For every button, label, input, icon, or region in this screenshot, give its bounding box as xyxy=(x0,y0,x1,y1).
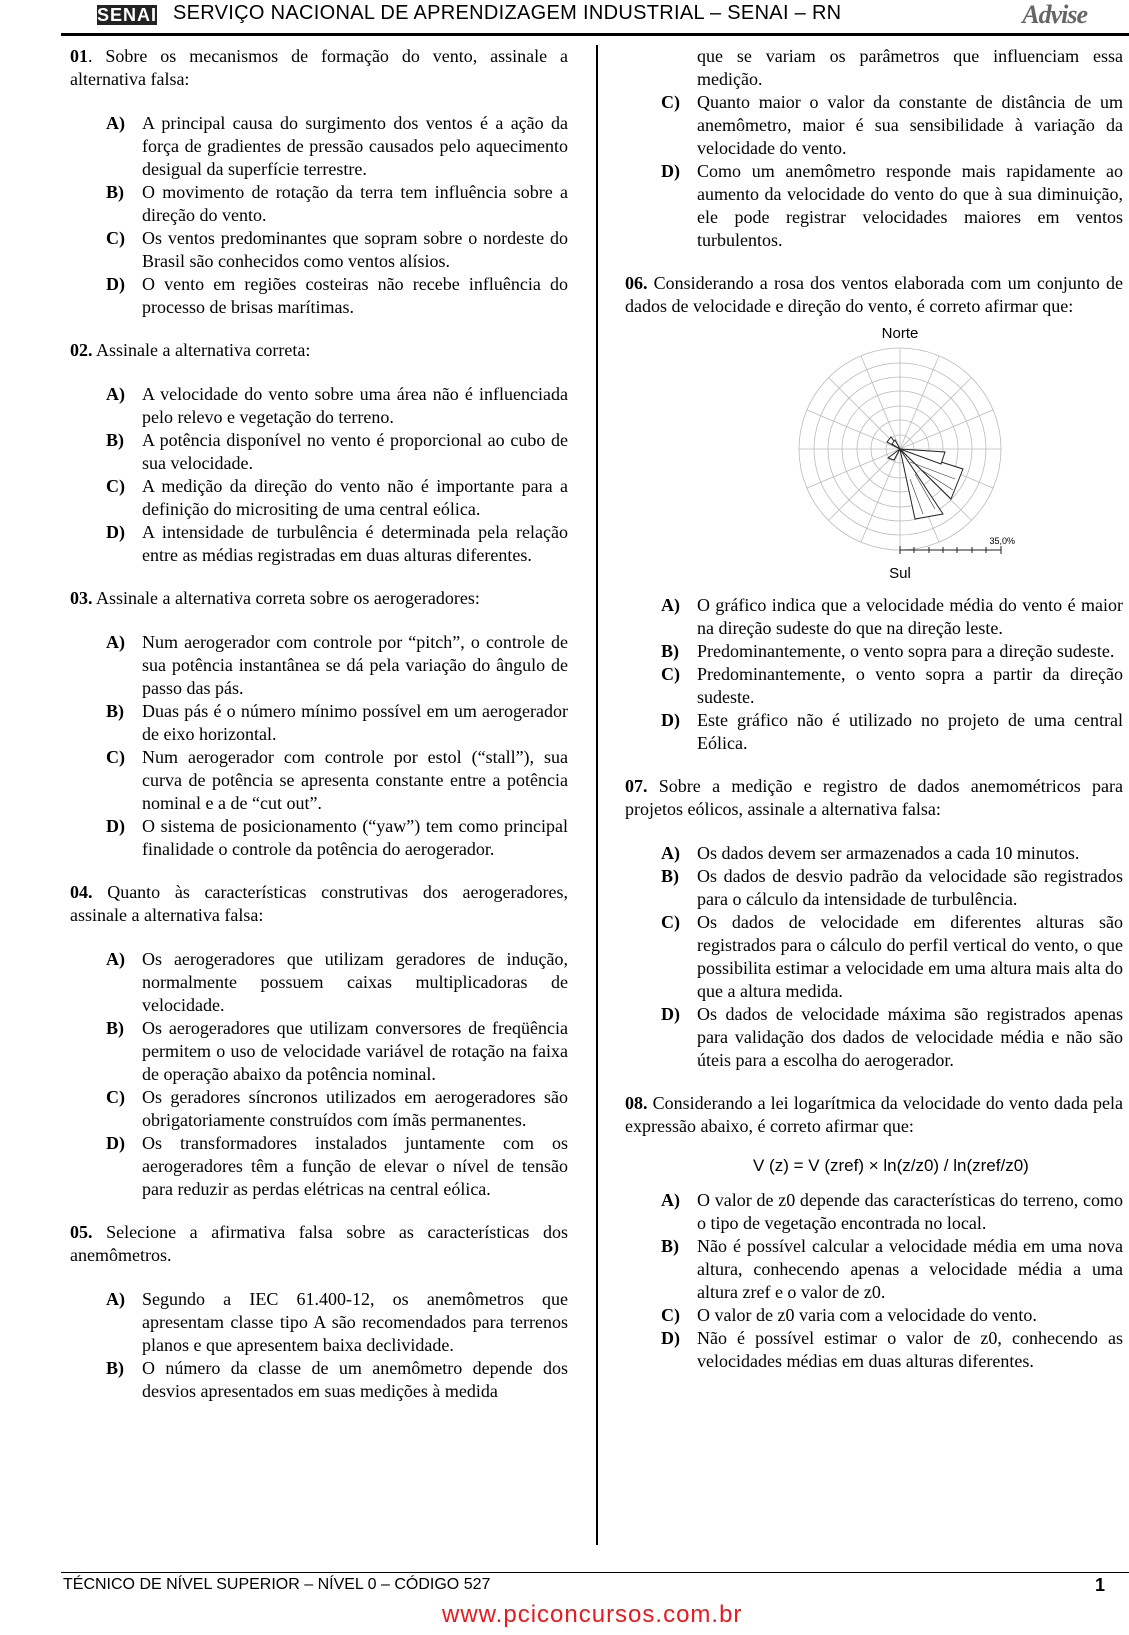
question-03 xyxy=(70,587,568,861)
question-stem: 05. Selecione a afirmativa falsa sobre as características dos anemômetros. xyxy=(70,1222,568,1265)
option-c: C) Os dados de velocidade em diferentes alturas são registrados para o cálculo do perfil vertical do vento, o que possibilita estimar a velocidade em uma altura mais alta do que a altura medida. xyxy=(661,912,1123,1001)
left-column xyxy=(70,45,568,1423)
option-b-continuation: que se variam os parâmetros que influenciam essa medição. xyxy=(697,46,1123,89)
option-a: A) Segundo a IEC 61.400-12, os anemômetros que apresentam classe tipo A são recomendados para terrenos planos e que apresentem baixa declividade. xyxy=(106,1289,568,1355)
question-05 xyxy=(70,1221,568,1403)
question-05-continued xyxy=(625,45,1123,252)
option-c: C) A medição da direção do vento não é importante para a definição do micrositing de uma central eólica. xyxy=(106,476,568,519)
option-d: D) O sistema de posicionamento (“yaw”) tem como principal finalidade o controle da potência do aerogerador. xyxy=(106,816,568,859)
option-c: C) Quanto maior o valor da constante de distância de um anemômetro, maior é sua sensibilidade à variação da velocidade do vento. xyxy=(661,92,1123,158)
rose-label-north: Norte xyxy=(881,325,919,342)
question-06 xyxy=(625,272,1123,755)
option-b: B) Os aerogeradores que utilizam conversores de freqüência permitem o uso de velocidade variável de rotação na faixa de operação abaixo da potência nominal. xyxy=(106,1018,568,1084)
right-column xyxy=(625,45,1123,1393)
site-url-link[interactable]: www.pciconcursos.com.br xyxy=(442,1601,743,1628)
option-c: C) Os geradores síncronos utilizados em aerogeradores são obrigatoriamente construídos com ímãs permanentes. xyxy=(106,1087,568,1130)
question-stem: 01. Sobre os mecanismos de formação do vento, assinale a alternativa falsa: xyxy=(70,46,568,89)
option-d: D) Os dados de velocidade máxima são registrados apenas para validação dos dados de velocidade média e não são úteis para a escolha do aerogerador. xyxy=(661,1004,1123,1070)
option-a: A) Os aerogeradores que utilizam geradores de indução, normalmente possuem caixas multiplicadoras de velocidade. xyxy=(106,949,568,1015)
option-b: B) Não é possível calcular a velocidade média em uma nova altura, conhecendo apenas a velocidade média a uma altura zref e o valor de z0. xyxy=(661,1236,1123,1302)
option-d: D) O vento em regiões costeiras não recebe influência do processo de brisas marítimas. xyxy=(106,274,568,317)
question-02 xyxy=(70,339,568,567)
question-01 xyxy=(70,45,568,319)
option-b: B) Os dados de desvio padrão da velocidade são registrados para o cálculo da intensidade de turbulência. xyxy=(661,866,1123,909)
option-d: D) Este gráfico não é utilizado no projeto de uma central Eólica. xyxy=(661,710,1123,753)
option-a: A) Num aerogerador com controle por “pitch”, o controle de sua potência instantânea se dá pela variação do ângulo de passo das pás. xyxy=(106,632,568,698)
wind-rose-figure xyxy=(775,324,1035,584)
rose-label-south: Sul xyxy=(889,565,911,582)
option-a: A) Os dados devem ser armazenados a cada 10 minutos. xyxy=(661,843,1080,863)
question-stem: 07. Sobre a medição e registro de dados anemométricos para projetos eólicos, assinale a alternativa falsa: xyxy=(625,776,1123,819)
option-b: B) O movimento de rotação da terra tem influência sobre a direção do vento. xyxy=(106,182,568,225)
question-stem: 02. Assinale a alternativa correta: xyxy=(70,340,311,360)
question-08 xyxy=(625,1092,1123,1373)
header-title: SERVIÇO NACIONAL DE APRENDIZAGEM INDUSTRIAL – SENAI – RN xyxy=(173,2,842,24)
option-b: B) O número da classe de um anemômetro depende dos desvios apresentados em suas medições à medida xyxy=(106,1358,568,1401)
question-stem: 08. Considerando a lei logarítmica da velocidade do vento dada pela expressão abaixo, é correto afirmar que: xyxy=(625,1093,1123,1136)
senai-logo: SENAI xyxy=(97,5,158,25)
header-rule xyxy=(61,33,1129,36)
question-stem: 04. Quanto às características construtivas dos aerogeradores, assinale a alternativa falsa: xyxy=(70,882,568,925)
option-d: D) Não é possível estimar o valor de z0, conhecendo as velocidades médias em duas alturas diferentes. xyxy=(661,1328,1123,1371)
question-04 xyxy=(70,881,568,1201)
question-stem: 03. Assinale a alternativa correta sobre os aerogeradores: xyxy=(70,588,480,608)
rose-scale-label: 35,0% xyxy=(989,536,1015,546)
option-c: C) Num aerogerador com controle por estol (“stall”), sua curva de potência se apresenta constante entre a potência nominal e a de “cut out”. xyxy=(106,747,568,813)
option-c: C) Os ventos predominantes que sopram sobre o nordeste do Brasil são conhecidos como ventos alísios. xyxy=(106,228,568,271)
option-d: D) A intensidade de turbulência é determinada pela relação entre as médias registradas em duas alturas diferentes. xyxy=(106,522,568,565)
page-number: 1 xyxy=(1094,1575,1105,1595)
advise-logo: Advise xyxy=(1022,0,1087,29)
question-stem: 06. Considerando a rosa dos ventos elaborada com um conjunto de dados de velocidade e direção do vento, é correto afirmar que: xyxy=(625,273,1123,316)
footer-exam-info: TÉCNICO DE NÍVEL SUPERIOR – NÍVEL 0 – CÓDIGO 527 xyxy=(63,1576,491,1593)
option-a: A) O valor de z0 depende das características do terreno, como o tipo de vegetação encontrada no local. xyxy=(661,1190,1123,1233)
column-divider xyxy=(596,45,598,1545)
option-c: C) O valor de z0 varia com a velocidade do vento. xyxy=(661,1305,1037,1325)
option-c: C) Predominantemente, o vento sopra a partir da direção sudeste. xyxy=(661,664,1123,707)
option-d: D) Os transformadores instalados juntamente com os aerogeradores têm a função de elevar o nível de tensão para reduzir as perdas elétricas na central eólica. xyxy=(106,1133,568,1199)
option-a: A) A velocidade do vento sobre uma área não é influenciada pelo relevo e vegetação do terreno. xyxy=(106,384,568,427)
option-a: A) O gráfico indica que a velocidade média do vento é maior na direção sudeste do que na direção leste. xyxy=(661,595,1123,638)
rose-petal-ssw xyxy=(888,449,900,460)
page-header xyxy=(61,0,1129,34)
question-07 xyxy=(625,775,1123,1072)
log-law-formula: V (z) = V (zref) × ln(z/z0) / ln(zref/z0) xyxy=(753,1156,1029,1175)
option-b: B) Predominantemente, o vento sopra para a direção sudeste. xyxy=(661,641,1115,661)
option-d: D) Como um anemômetro responde mais rapidamente ao aumento da velocidade do vento do que à sua diminuição, ele pode registrar velocidades maiores em ventos turbulentos. xyxy=(661,161,1123,250)
footer-rule xyxy=(61,1572,1129,1573)
option-b: B) A potência disponível no vento é proporcional ao cubo de sua velocidade. xyxy=(106,430,568,473)
option-b: B) Duas pás é o número mínimo possível em um aerogerador de eixo horizontal. xyxy=(106,701,568,744)
option-a: A) A principal causa do surgimento dos ventos é a ação da força de gradientes de pressão causados pelo aquecimento desigual da superfície terrestre. xyxy=(106,113,568,179)
wind-rose-chart xyxy=(775,324,1035,584)
